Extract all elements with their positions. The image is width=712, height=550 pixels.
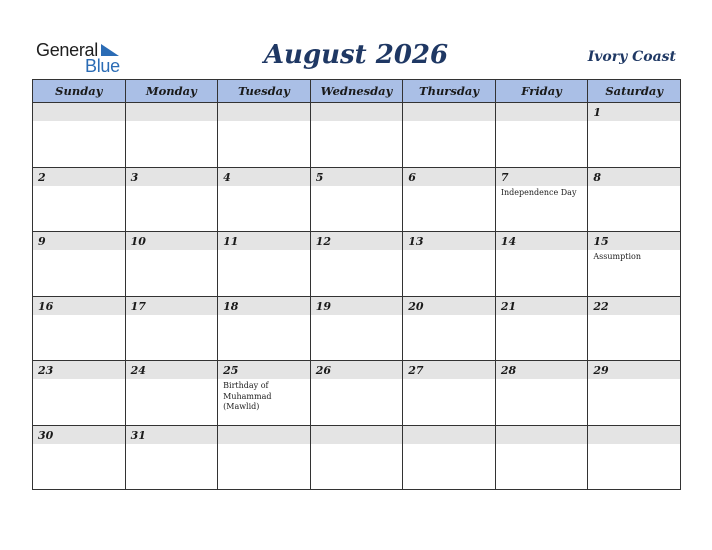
- holiday-label: Assumption: [593, 252, 641, 261]
- day-cell: [495, 296, 588, 361]
- day-cell: [33, 167, 126, 232]
- day-number: 21: [496, 297, 588, 315]
- day-number: 26: [311, 361, 403, 379]
- day-cell: [495, 103, 588, 168]
- day-cell: [33, 232, 126, 297]
- day-number: [218, 103, 310, 121]
- weekday-header-friday: Friday: [495, 80, 588, 103]
- weekday-header-monday: Monday: [125, 80, 218, 103]
- day-cell: [588, 167, 681, 232]
- day-cell: [588, 232, 681, 297]
- day-number: 11: [218, 232, 310, 250]
- weekday-header-wednesday: Wednesday: [310, 80, 403, 103]
- day-cell: [588, 103, 681, 168]
- holiday-label: Birthday of Muhammad (Mawlid): [223, 381, 272, 411]
- weekday-header-tuesday: Tuesday: [218, 80, 311, 103]
- day-number: [496, 103, 588, 121]
- day-cell: [310, 167, 403, 232]
- day-number: 7: [496, 168, 588, 186]
- day-cell: [403, 296, 496, 361]
- day-number: 5: [311, 168, 403, 186]
- day-cell: [588, 425, 681, 490]
- calendar-body: [33, 103, 681, 490]
- day-number: 14: [496, 232, 588, 250]
- day-number: 17: [126, 297, 218, 315]
- day-number: 2: [33, 168, 125, 186]
- day-cell: [495, 232, 588, 297]
- day-cell: [125, 296, 218, 361]
- holiday-label: Independence Day: [500, 187, 577, 197]
- day-number: [311, 426, 403, 444]
- day-number: 20: [403, 297, 495, 315]
- day-number: [33, 103, 125, 121]
- day-number: 29: [588, 361, 680, 379]
- weekday-header-thursday: Thursday: [403, 80, 496, 103]
- day-cell: [310, 296, 403, 361]
- day-cell: [218, 103, 311, 168]
- day-number: 1: [588, 103, 680, 121]
- day-cell: [218, 296, 311, 361]
- logo-text-general: General: [36, 40, 98, 60]
- day-number: [126, 103, 218, 121]
- day-cell: [310, 361, 403, 426]
- logo-text-blue: Blue: [85, 56, 120, 76]
- day-cell: [33, 361, 126, 426]
- day-number: 6: [403, 168, 495, 186]
- day-number: 9: [33, 232, 125, 250]
- day-cell: [310, 232, 403, 297]
- week-row: [33, 296, 681, 361]
- day-number: 23: [33, 361, 125, 379]
- day-cell: [403, 361, 496, 426]
- day-number: 31: [126, 426, 218, 444]
- day-cell: [310, 103, 403, 168]
- calendar-grid: [32, 79, 681, 490]
- week-row: [33, 103, 681, 168]
- day-cell: [33, 296, 126, 361]
- day-cell: [495, 361, 588, 426]
- day-number: 19: [311, 297, 403, 315]
- day-cell: [218, 361, 311, 426]
- week-row: [33, 167, 681, 232]
- day-cell: [403, 232, 496, 297]
- weekday-header-saturday: Saturday: [588, 80, 681, 103]
- day-cell: [403, 425, 496, 490]
- day-cell: [125, 103, 218, 168]
- day-number: 15: [588, 232, 680, 250]
- day-number: 28: [496, 361, 588, 379]
- day-number: [218, 426, 310, 444]
- day-number: [311, 103, 403, 121]
- day-cell: [588, 361, 681, 426]
- day-cell: [125, 232, 218, 297]
- day-cell: [310, 425, 403, 490]
- day-cell: [125, 361, 218, 426]
- day-cell: [33, 103, 126, 168]
- country-name: Ivory Coast: [587, 49, 676, 65]
- day-number: [588, 426, 680, 444]
- day-number: 24: [126, 361, 218, 379]
- day-cell: [495, 425, 588, 490]
- day-number: 22: [588, 297, 680, 315]
- day-number: 13: [403, 232, 495, 250]
- day-cell: [125, 167, 218, 232]
- day-cell: [218, 167, 311, 232]
- week-row: [33, 232, 681, 297]
- day-cell: [33, 425, 126, 490]
- day-cell: [125, 425, 218, 490]
- day-number: 3: [126, 168, 218, 186]
- week-row: [33, 361, 681, 426]
- day-cell: [403, 103, 496, 168]
- weekday-header-sunday: Sunday: [33, 80, 126, 103]
- day-cell: [403, 167, 496, 232]
- day-number: [403, 103, 495, 121]
- day-number: [496, 426, 588, 444]
- day-cell: [495, 167, 588, 232]
- weekday-header-row: [33, 80, 681, 103]
- day-number: 12: [311, 232, 403, 250]
- day-number: 8: [588, 168, 680, 186]
- day-number: 10: [126, 232, 218, 250]
- day-number: 16: [33, 297, 125, 315]
- day-cell: [588, 296, 681, 361]
- week-row: [33, 425, 681, 490]
- day-number: 27: [403, 361, 495, 379]
- day-cell: [218, 425, 311, 490]
- day-cell: [218, 232, 311, 297]
- day-number: [403, 426, 495, 444]
- day-number: 18: [218, 297, 310, 315]
- day-number: 30: [33, 426, 125, 444]
- day-number: 25: [218, 361, 310, 379]
- day-number: 4: [218, 168, 310, 186]
- month-title: August 2026: [263, 40, 449, 70]
